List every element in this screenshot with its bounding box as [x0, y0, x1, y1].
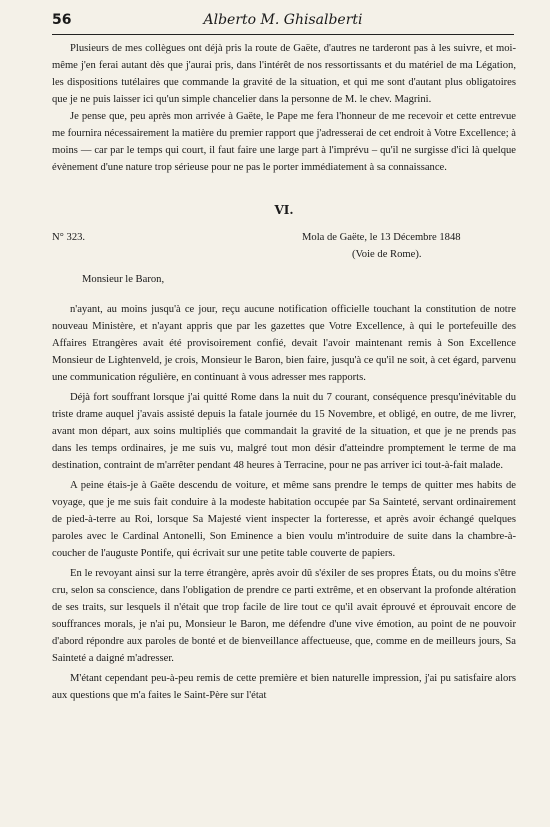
document-number: N° 323.: [52, 232, 86, 243]
route-note: (Voie de Rome).: [352, 249, 422, 260]
running-head: Alberto M. Ghisalberti: [203, 12, 363, 28]
page-number: 56: [52, 12, 72, 28]
page-header: [52, 12, 514, 35]
paragraph: Je pense que, peu après mon arrivée à Gaëte, le Pape me fera l'honneur de me recevoir et cette entrevue me fournira nécessairement la matière du premier rapport que j'adresserai de cet endroit à Votre Excellence; à moins — car par le temps qui court, il faut faire une large part à l'imprévu – qu'il ne surgisse d'ici là quelque évènement d'une nature trop sérieuse pour ne pas le porter immédiatement à sa connaissance.: [52, 111, 516, 173]
paragraph: n'ayant, au moins jusqu'à ce jour, reçu aucune notification officielle touchant la constitution de notre nouveau Ministère, et n'ayant appris que par les gazettes que Votre Excellence, à qui le portefeuille des Affaires Etrangères avait été provisoirement confié, devait l'avoir maintenant remis à Son Excellence Monsieur de Lightenveld, je crois, Monsieur le Baron, bien faire, jusqu'à ce qu'il ne soit, à cet égard, parvenu une communication régulière, en continuant à vous adresser mes rapports.: [52, 304, 516, 383]
paragraph: En le revoyant ainsi sur la terre étrangère, après avoir dû s'éxiler de ses propres États, ou du moins s'être cru, selon sa conscience, dans l'obligation de prendre ce parti extrême, et en observant la profonde altération de ses traits, sur lesquels il n'était que trop facile de lire tout ce qu'il avait éprouvé et éprouvait encore de souffrances morals, je n'ai pu, Monsieur le Baron, me défendre d'une vive émotion, au point de ne pouvoir d'abord répondre aux paroles de bonté et de bienveillance affectueuse, que, comme en de meilleurs jours, Sa Sainteté a daigné m'adresser.: [52, 568, 516, 664]
paragraph: A peine étais-je à Gaëte descendu de voiture, et même sans prendre le temps de quitter mes habits de voyage, que je me suis fait conduire à la modeste habitation occupée par Sa Sainteté, servant ordinairement de pied-à-terre au Roi, lorsque Sa Majesté vient inspecter la forteresse, et après avoir échangé quelques paroles avec le Cardinal Antonelli, Son Eminence a bien voulu m'introduire de suite dans la chambre-à-coucher de l'auguste Pontife, qui écrivait sur une petite table couverte de papiers.: [52, 480, 516, 559]
place-date: Mola de Gaëte, le 13 Décembre 1848: [302, 232, 461, 243]
paragraph: Déjà fort souffrant lorsque j'ai quitté Rome dans la nuit du 7 courant, conséquence presqu'inévitable du triste drame auquel j'avais assisté depuis la fatale journée du 15 Novembre, et obligé, en outre, de me livrer, avant mon départ, aux soins multipliés que commandait la gravité de la situation, et que je ne prends pas dans les temps ordinaires, je me suis vu, malgré tout mon désir d'atteindre promptement le terme de ma destination, contraint de m'arrêter pendant 48 heures à Terracine, pour ne pas arriver ici tout-à-fait malade.: [52, 392, 516, 471]
salutation: Monsieur le Baron,: [82, 274, 165, 285]
body-text: [52, 40, 516, 704]
paragraph: M'étant cependant peu-à-peu remis de cette première et bien naturelle impression, j'ai pu satisfaire alors aux questions que m'a faites le Saint-Père sur l'état: [52, 673, 516, 701]
paragraph: Plusieurs de mes collègues ont déjà pris la route de Gaëte, d'autres ne tarderont pas à les suivre, et moi-même j'en ferai autant dès que j'aurai pris, dans l'intérêt de nos ressortissants et du matériel de ma Légation, les dispositions tutélaires que commande la gravité de la situation, et qui me sont d'autant plus obligatoires que je ne puis laisser ici qu'un simple chancelier dans la personne de M. le chev. Magrini.: [52, 43, 516, 105]
dateline: [52, 229, 516, 269]
section-number: VI.: [274, 203, 294, 217]
